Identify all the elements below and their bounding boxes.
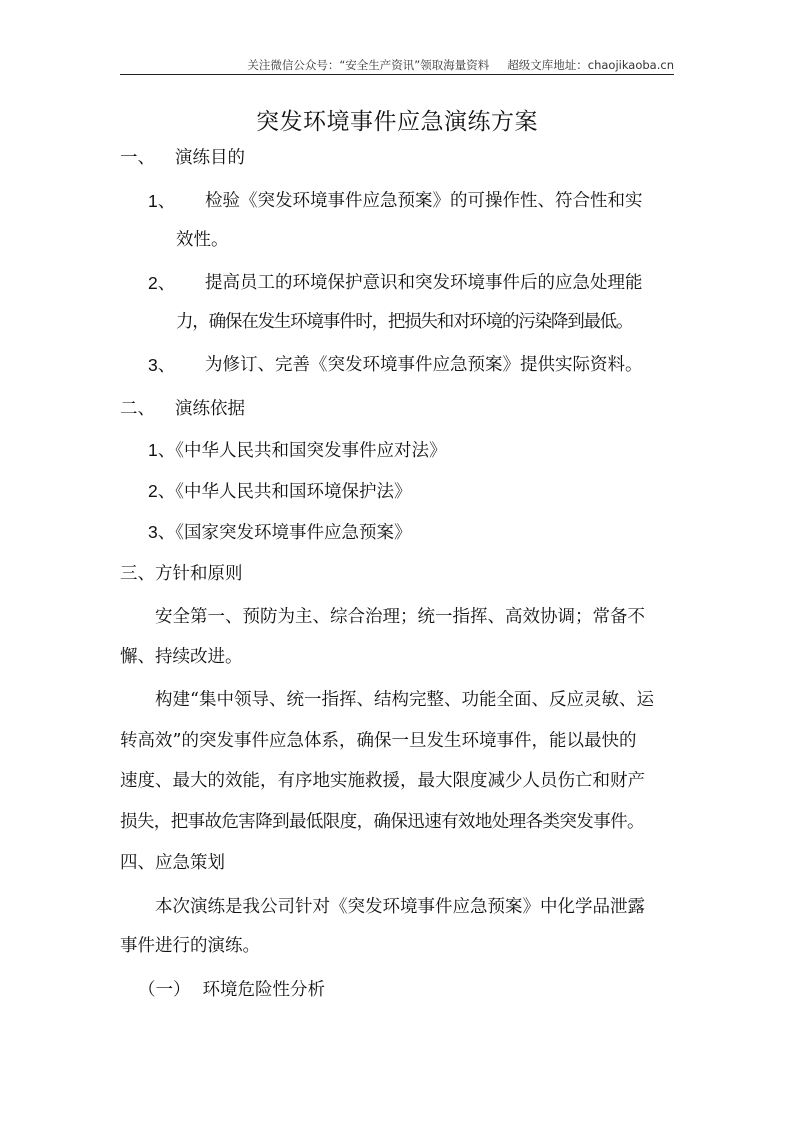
subsection-marker: （一）	[138, 980, 191, 1000]
paragraph-line: 构建“集中领导、统一指挥、结构完整、功能全面、反应灵敏、运	[155, 690, 654, 710]
paragraph-line: 本次演练是我公司针对《突发环境事件应急预案》中化学品泄露	[155, 897, 645, 917]
header-divider	[120, 74, 674, 75]
header-library-url: chaojikaoba.cn	[587, 58, 674, 72]
section-heading-3: 三、方针和原则	[120, 564, 243, 584]
subsection-heading-1	[138, 978, 325, 1002]
paragraph-line: 事件进行的演练。	[120, 936, 260, 956]
list-item-number: 2、	[148, 273, 176, 293]
list-item-number: 3、	[148, 355, 176, 375]
paragraph-line: 安全第一、预防为主、综合治理；统一指挥、高效协调；常备不	[155, 607, 645, 627]
list-item-continuation: 效性。	[176, 230, 229, 250]
paragraph-line: 懈、持续改进。	[120, 647, 243, 667]
section-marker: 一、	[120, 148, 155, 168]
paragraph-line: 速度、最大的效能，有序地实施救援，最大限度减少人员伤亡和财产	[120, 771, 645, 791]
list-item-text: 提高员工的环境保护意识和突发环境事件后的应急处理能	[205, 273, 643, 293]
basis-item: 3、《国家突发环境事件应急预案》	[148, 522, 412, 543]
section-heading-2	[120, 397, 245, 421]
paragraph-line: 转高效”的突发事件应急体系，确保一旦发生环境事件，能以最快的	[120, 731, 637, 751]
paragraph-line: 损失，把事故危害降到最低限度，确保迅速有效地处理各类突发事件。	[120, 812, 644, 832]
basis-item: 2、《中华人民共和国环境保护法》	[148, 481, 412, 502]
list-item-text: 检验《突发环境事件应急预案》的可操作性、符合性和实	[205, 191, 643, 211]
list-item-continuation: 力，确保在发生环境事件时，把损失和对环境的污染降到最低。	[176, 312, 633, 332]
page-header	[120, 57, 674, 73]
basis-item: 1、《中华人民共和国突发事件应对法》	[148, 440, 447, 461]
section-heading-4: 四、应急策划	[120, 853, 225, 873]
header-promo-text: 关注微信公众号：“安全生产资讯”领取海量资料	[247, 58, 490, 72]
document-title: 突发环境事件应急演练方案	[256, 109, 538, 135]
list-item-number: 1、	[148, 191, 176, 211]
header-library-label: 超级文库地址：	[507, 58, 588, 72]
section-title: 演练目的	[175, 148, 245, 168]
list-item-text: 为修订、完善《突发环境事件应急预案》提供实际资料。	[205, 355, 643, 375]
section-marker: 二、	[120, 399, 155, 419]
subsection-title: 环境危险性分析	[202, 980, 325, 1000]
section-title: 演练依据	[175, 399, 245, 419]
section-heading-1	[120, 146, 245, 170]
